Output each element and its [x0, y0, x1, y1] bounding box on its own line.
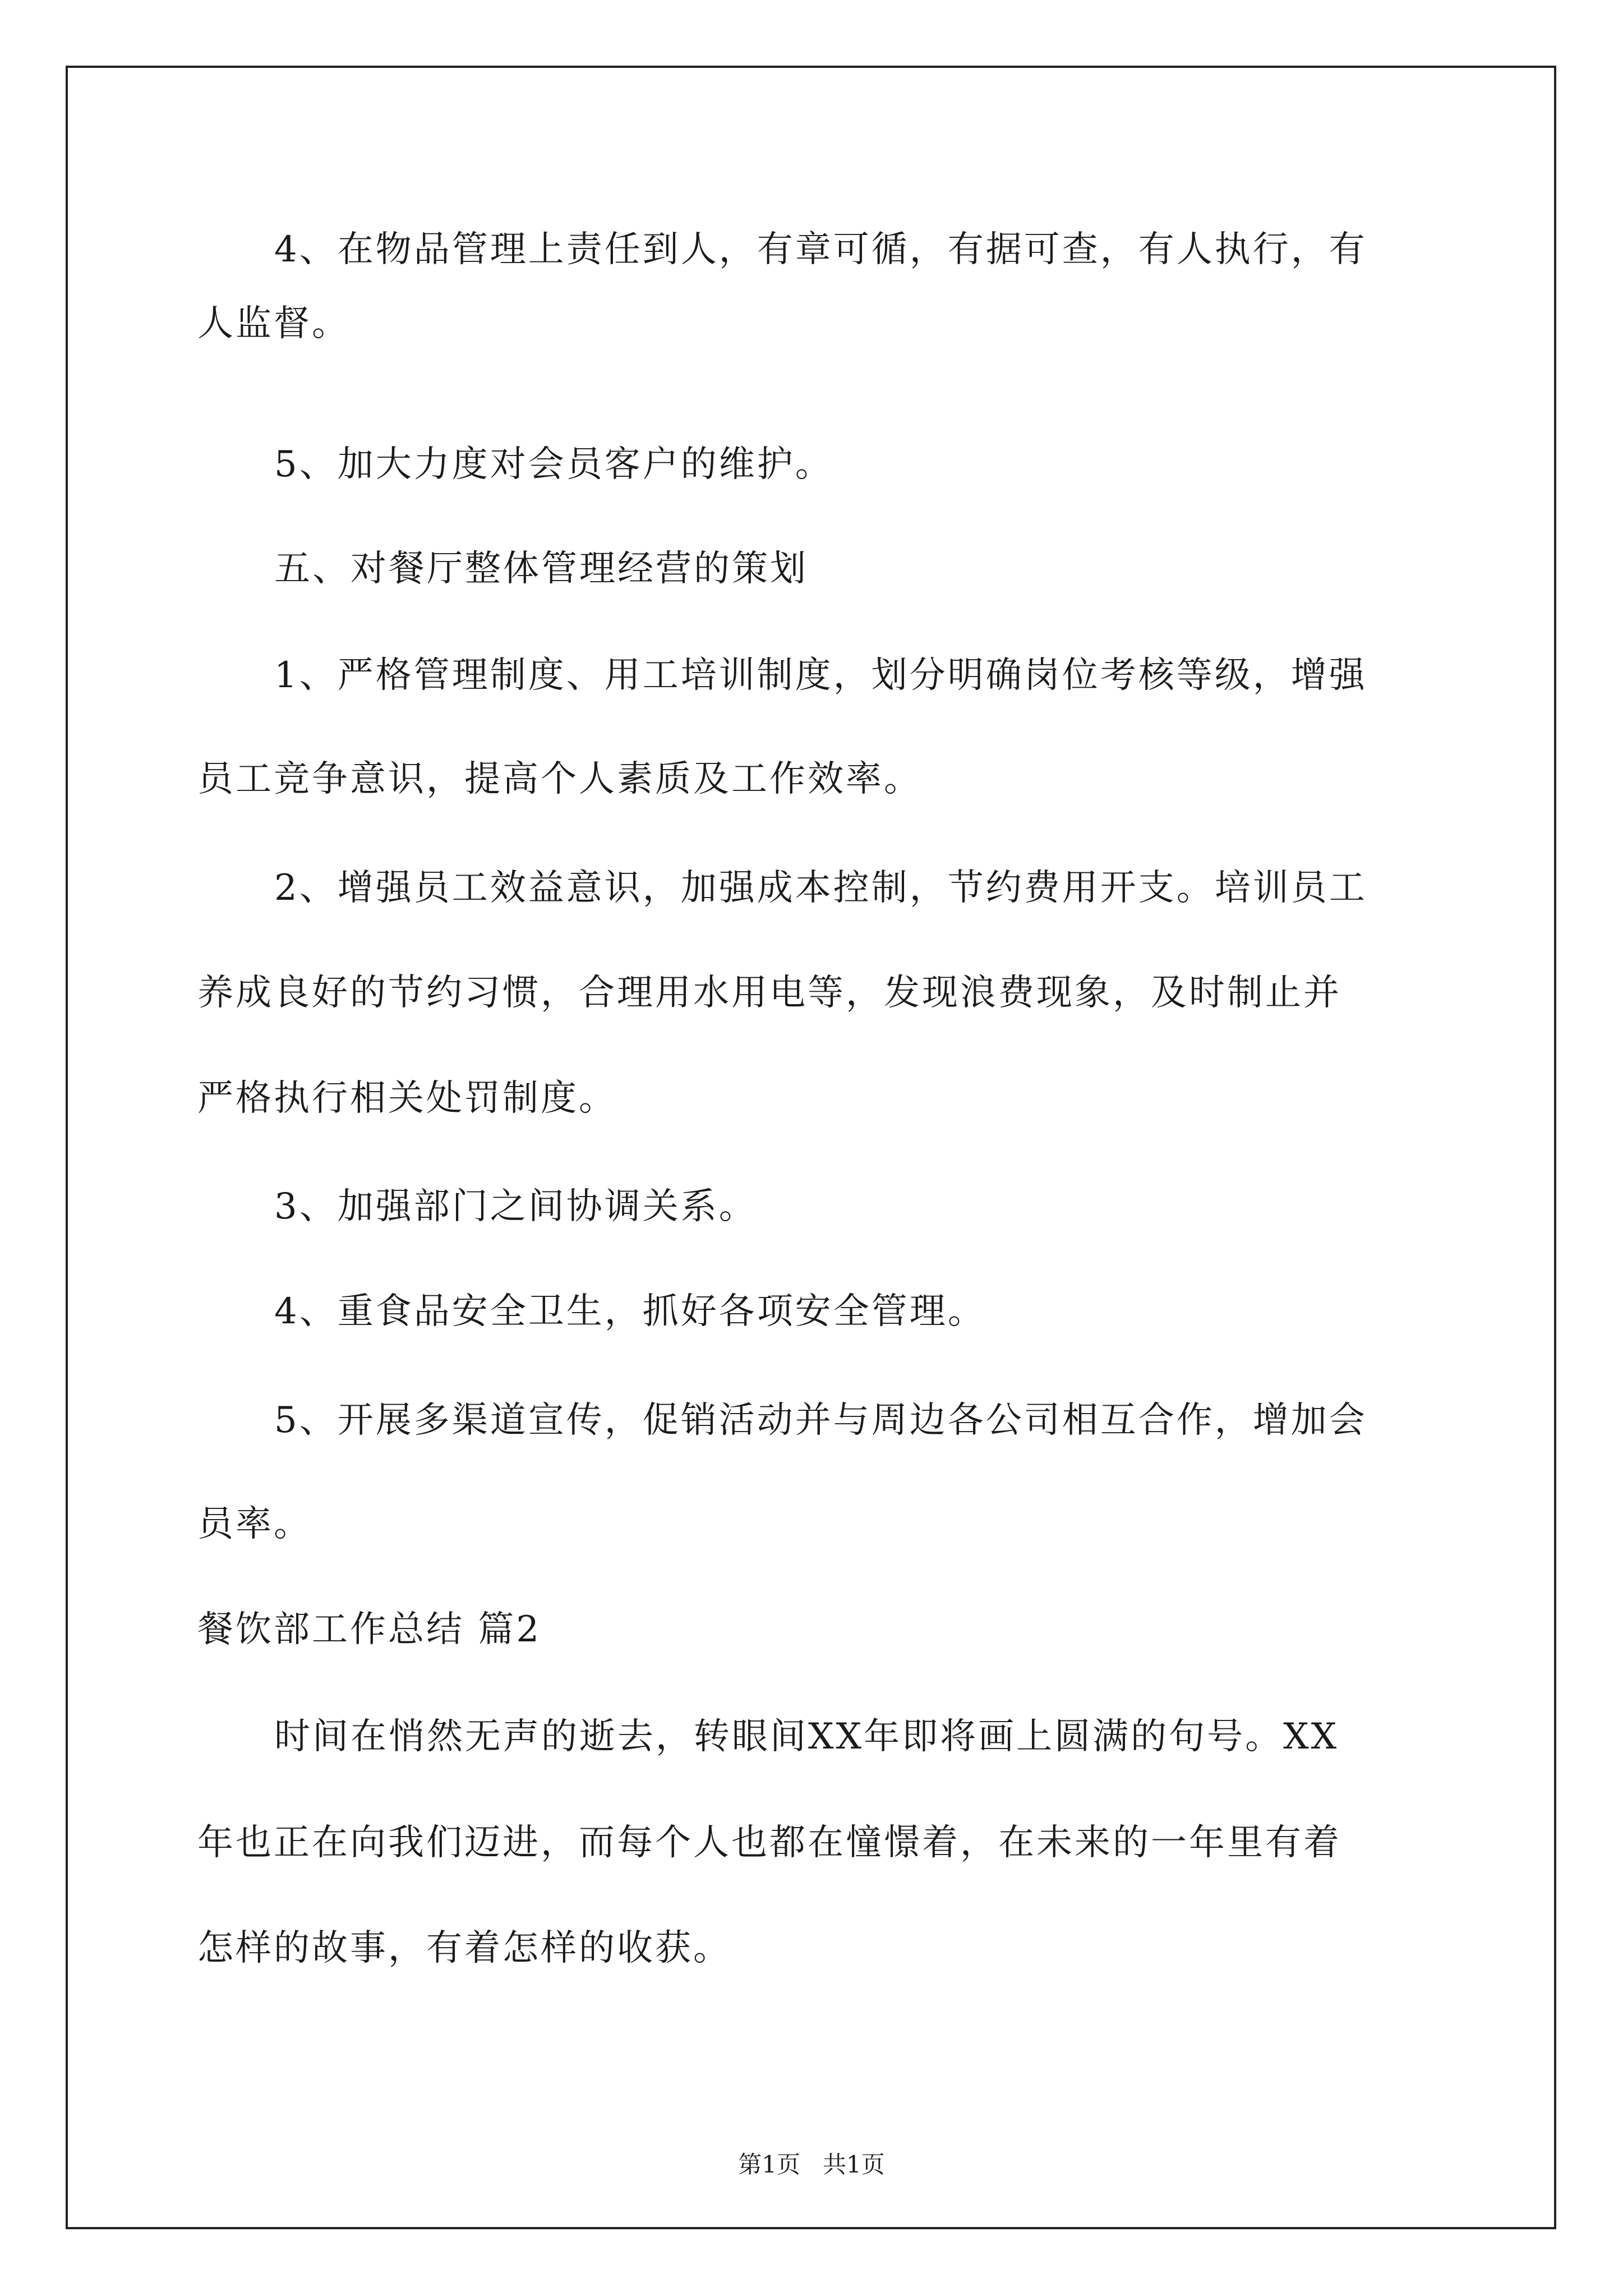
page-border: [66, 66, 1556, 2229]
text-line: 5、加大力度对会员客户的维护。: [274, 444, 833, 485]
text-line: 严格执行相关处罚制度。: [197, 1078, 617, 1119]
text-line: 年也正在向我们迈进，而每个人也都在憧憬着，在未来的一年里有着: [197, 1822, 1341, 1864]
text-line: 2、增强员工效益意识，加强成本控制，节约费用开支。培训员工: [274, 867, 1367, 909]
text-line: 怎样的故事，有着怎样的收获。: [197, 1927, 731, 1969]
text-line: 人监督。: [197, 303, 350, 344]
text-line: 养成良好的节约习惯，合理用水用电等，发现浪费现象，及时制止并: [197, 972, 1341, 1014]
section-title: 餐饮部工作总结 篇2: [197, 1609, 542, 1650]
text-line: 1、严格管理制度、用工培训制度，划分明确岗位考核等级，增强: [274, 655, 1367, 696]
text-line: 3、加强部门之间协调关系。: [274, 1186, 757, 1227]
text-line: 员率。: [197, 1503, 312, 1545]
text-line: 时间在悄然无声的逝去，转眼间XX年即将画上圆满的句号。XX: [274, 1716, 1339, 1757]
text-line: 4、在物品管理上责任到人，有章可循，有据可查，有人执行，有: [274, 229, 1367, 270]
section-heading: 五、对餐厅整体管理经营的策划: [274, 548, 808, 590]
text-line: 5、开展多渠道宣传，促销活动并与周边各公司相互合作，增加会: [274, 1400, 1367, 1441]
text-line: 员工竞争意识，提高个人素质及工作效率。: [197, 758, 922, 800]
text-line: 4、重食品安全卫生，抓好各项安全管理。: [274, 1291, 986, 1332]
page-footer: 第1页 共1页: [738, 2151, 885, 2178]
